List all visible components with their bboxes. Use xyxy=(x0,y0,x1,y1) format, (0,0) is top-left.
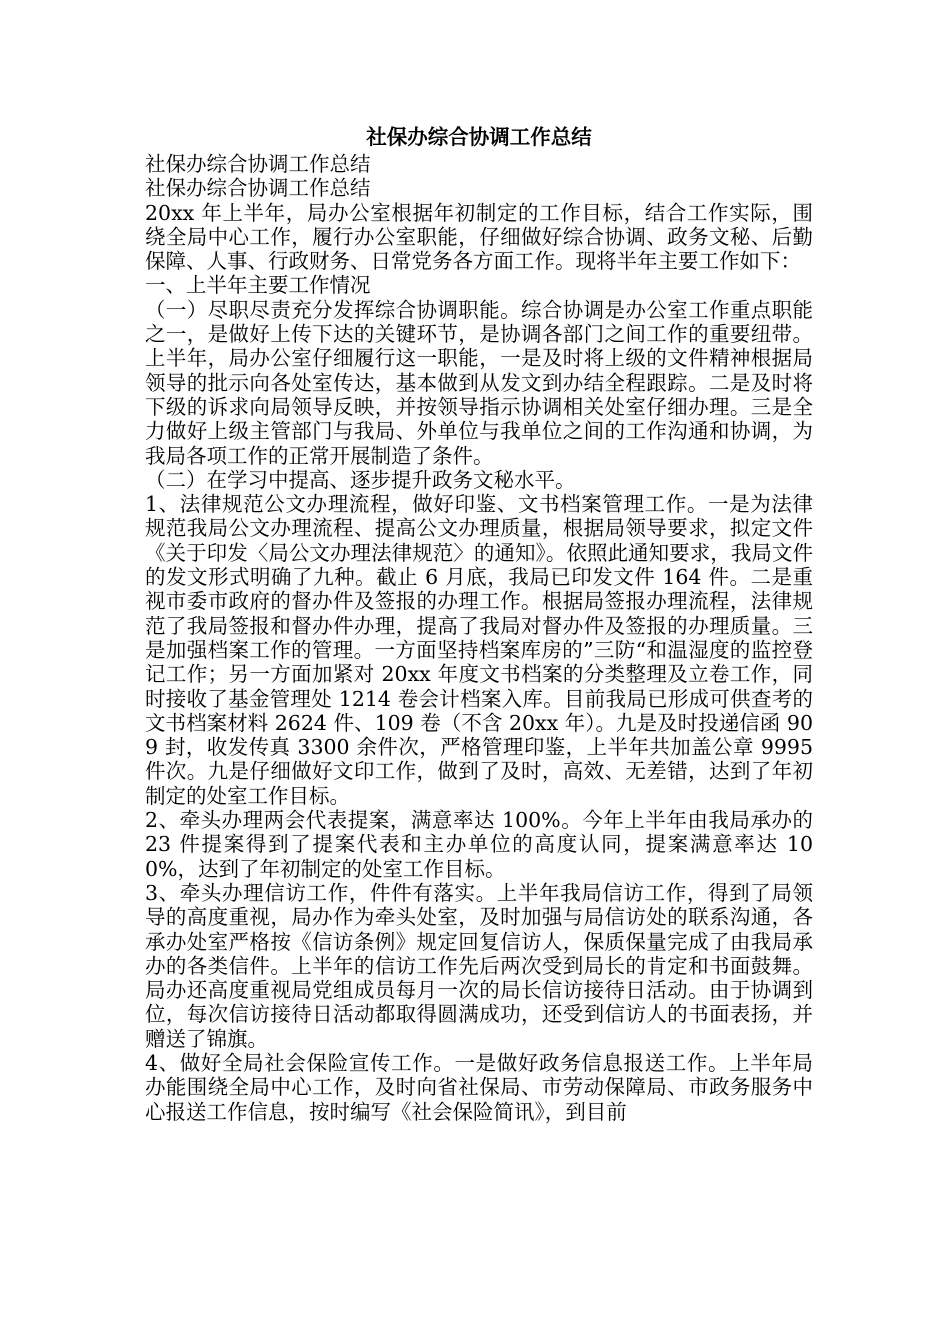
paragraph-intro: 20xx 年上半年，局办公室根据年初制定的工作目标，结合工作实际，围绕全局中心工作，履行办公室职能，仔细做好综合协调、政务文秘、后勤保障、人事、行政财务、日常党务各方面工作。现将半年主要工作如下： xyxy=(145,200,813,274)
paragraph-subtitle-1: 社保办综合协调工作总结 xyxy=(145,152,371,176)
paragraph-proposals: 2、牵头办理两会代表提案，满意率达 100%。今年上半年由我局承办的 23 件提案得到了提案代表和主办单位的高度认同，提案满意率达 100%，达到了年初制定的处室工作目标。 xyxy=(145,808,813,881)
document-title: 社保办综合协调工作总结 xyxy=(366,125,592,149)
paragraph-document-management: 1、法律规范公文办理流程，做好印鉴、文书档案管理工作。一是为法律规范我局公文办理流程、提高公文办理质量，根据局领导要求，拟定文件《关于印发〈局公文办理法律规范〉的通知》。依照此通知要求，我局文件的发文形式明确了九种。截止 6 月底，我局已印发文件 164 件。二是重视市委市政府的督办件及签报的办理工作。根据局签报办理流程，法律规范了我局签报和督办件办理，提高了我局对督办件及签报的办理质量。三是加强档案工作的管理。一方面坚持档案库房的”三防“和温湿度的监控登记工作；另一方面加紧对 20xx 年度文书档案的分类整理及立卷工作，同时接收了基金管理处 1214 卷会计档案入库。目前我局已形成可供查考的文书档案材料 2624 件、109 卷（不含 20xx 年）。九是及时投递信函 909 封，收发传真 3300 余件次，严格管理印鉴，上半年共加盖公章 9995 件次。九是仔细做好文印工作，做到了及时，高效、无差错，达到了年初制定的处室工作目标。 xyxy=(145,492,813,808)
subsection-heading-2: （二）在学习中提高、逐步提升政务文秘水平。 xyxy=(145,467,576,492)
document-page xyxy=(145,122,813,1124)
paragraph-subtitle-2: 社保办综合协调工作总结 xyxy=(145,176,371,201)
section-heading-1: 一、上半年主要工作情况 xyxy=(145,273,371,298)
paragraph-petitions: 3、牵头办理信访工作，件件有落实。上半年我局信访工作，得到了局领导的高度重视，局办作为牵头处室，及时加强与局信访处的联系沟通，各承办处室严格按《信访条例》规定回复信访人，保质保量完成了由我局承办的各类信件。上半年的信访工作先后两次受到局长的肯定和书面鼓舞。局办还高度重视局党组成员每月一次的局长信访接待日活动。由于协调到位，每次信访接待日活动都取得圆满成功，还受到信访人的书面表扬，并赠送了锦旗。 xyxy=(145,880,813,1051)
paragraph-publicity: 4、做好全局社会保险宣传工作。一是做好政务信息报送工作。上半年局办能围绕全局中心工作，及时向省社保局、市劳动保障局、市政务服务中心报送工作信息，按时编写《社会保险简讯》，到目前 xyxy=(145,1050,813,1124)
paragraph-coordination: （一）尽职尽责充分发挥综合协调职能。综合协调是办公室工作重点职能之一，是做好上传下达的关键环节，是协调各部门之间工作的重要纽带。上半年，局办公室仔细履行这一职能，一是及时将上级的文件精神根据局领导的批示向各处室传达，基本做到从发文到办结全程跟踪。二是及时将下级的诉求向局领导反映，并按领导指示协调相关处室仔细办理。三是全力做好上级主管部门与我局、外单位与我单位之间的工作沟通和协调，为我局各项工作的正常开展制造了条件。 xyxy=(145,297,813,468)
